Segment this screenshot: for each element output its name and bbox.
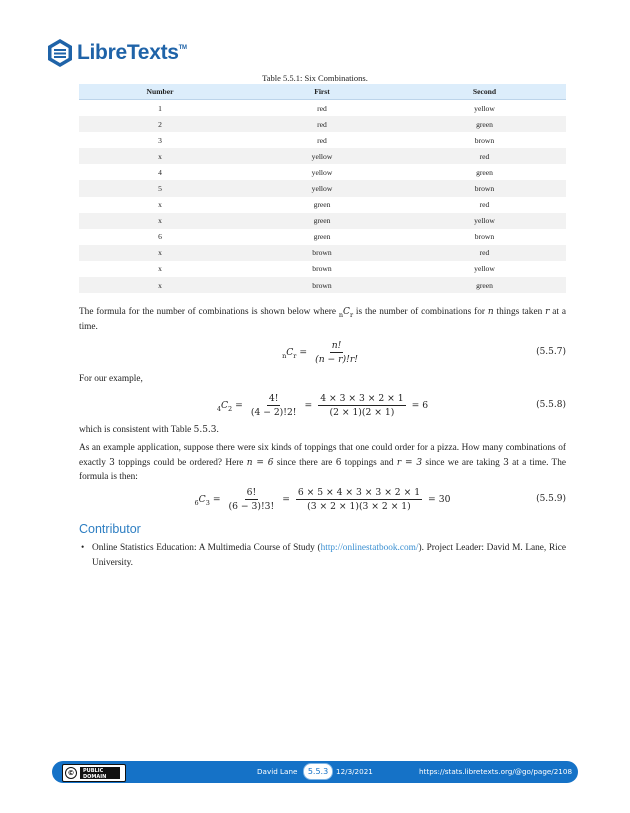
- math-n-equals: n = 6: [246, 457, 274, 468]
- table-cell: brown: [474, 135, 495, 145]
- table-cell: x: [79, 213, 241, 229]
- eq-denominator: (4 − 2)!2!: [250, 406, 297, 418]
- table-cell: yellow: [474, 103, 495, 113]
- eq-denominator: (2 × 1)(2 × 1): [329, 406, 395, 418]
- footer-page-number: 5.5.3: [303, 763, 333, 780]
- table-row: [79, 180, 566, 196]
- table-cell: red: [403, 245, 566, 261]
- table-cell: 6: [158, 232, 162, 242]
- eq-subscript: 2: [228, 404, 233, 413]
- table-row: [79, 116, 566, 132]
- equation-5-5-8: $_4C_2$ = $\frac{4!}{(4 - 2)!2!}$ = $\frac{4 \times 3 \times 3 \times 2 \times 1}{(2 \times 1)(2 \times 1)}$ = 6 (5.5.8): [216, 392, 566, 418]
- eq-lhs: C: [198, 493, 206, 505]
- eq-result: 30: [438, 493, 451, 505]
- table-cell: green: [241, 213, 403, 229]
- table-cell: x: [158, 200, 162, 210]
- table-cell: x: [158, 264, 162, 274]
- public-domain-label: PUBLIC DOMAIN: [80, 767, 120, 779]
- math-number: 6: [335, 457, 342, 468]
- eq-numerator: 4 × 3 × 3 × 2 × 1: [320, 392, 404, 404]
- equation-5-5-7: $_nC_r$ = $\frac{n!}{(n - r)!r!}$ (5.5.7): [282, 339, 566, 365]
- eq-lhs: C: [220, 399, 229, 411]
- table-row: [79, 245, 566, 261]
- table-cell: brown: [241, 277, 403, 293]
- eq-subscript: 4: [216, 404, 221, 413]
- table-cell: red: [317, 103, 327, 113]
- eq-fraction: [249, 393, 299, 418]
- paragraph-consistent: [79, 423, 566, 438]
- table-cell: red: [403, 148, 566, 164]
- table-cell: yellow: [474, 264, 495, 274]
- text-span: toppings and: [341, 457, 397, 468]
- table-cell: red: [241, 116, 403, 132]
- table-cell: green: [313, 200, 331, 210]
- page-footer: [52, 761, 578, 783]
- eq-denominator: (6 − 3)!3!: [228, 500, 275, 512]
- table-cell: 1: [158, 103, 162, 113]
- table-cell: brown: [241, 245, 403, 261]
- text-span: things taken: [493, 307, 546, 317]
- text-span: since there are: [273, 457, 336, 468]
- table-cell: x: [79, 148, 241, 164]
- table-row: [79, 213, 566, 229]
- table-row: [79, 277, 566, 293]
- public-domain-badge[interactable]: [62, 764, 126, 782]
- table-cell: 5: [79, 180, 241, 196]
- text-span: .: [216, 425, 219, 435]
- table-cell: yellow: [241, 180, 403, 196]
- text-span: at a time.: [79, 307, 567, 332]
- table-row: [79, 261, 566, 277]
- table-cell: green: [403, 116, 566, 132]
- table-cell: brown: [474, 232, 495, 242]
- math-r: r: [545, 307, 550, 317]
- bullet-icon: •: [81, 543, 85, 553]
- equation-5-5-9: $_6C_3$ = $\frac{6!}{(6 - 3)!3!}$ = $\frac{6 \times 5 \times 4 \times 3 \times 3 \times 2 \times 1}{(3 \times 2 \times 1)(3 \times 2 \times 1)}$ = 30 (5.5.9): [194, 486, 566, 512]
- public-domain-icon: ©: [65, 767, 77, 779]
- footer-date: 12/3/2021: [336, 767, 373, 776]
- table-cell: yellow: [403, 213, 566, 229]
- text-span: Online Statistics Education: A Multimedia Course of Study (: [92, 543, 321, 553]
- eq-result: 6: [422, 399, 429, 411]
- table-row: [79, 229, 566, 245]
- table-cell: red: [479, 200, 490, 210]
- paragraph-formula-intro: [79, 305, 566, 334]
- libretexts-hexagon-icon: [46, 38, 74, 68]
- equation-number: (5.5.9): [536, 494, 566, 504]
- paragraph-for-example: For our example,: [79, 374, 143, 384]
- text-span: which is consistent with Table: [79, 425, 194, 435]
- eq-numerator: 4!: [268, 392, 279, 404]
- eq-fraction: [313, 340, 360, 365]
- table-cell: red: [317, 135, 327, 145]
- logo-wordmark: LibreTexts™: [77, 41, 187, 64]
- eq-subscript: n: [282, 351, 287, 360]
- eq-denominator: (n − r)!r!: [315, 353, 358, 365]
- table-cell: 3: [158, 135, 162, 145]
- table-row: [79, 148, 566, 164]
- equation-number: (5.5.7): [536, 347, 566, 357]
- footer-url[interactable]: https://stats.libretexts.org/@go/page/2108: [419, 767, 573, 776]
- eq-numerator: 6!: [246, 486, 257, 498]
- table-row: [79, 164, 566, 180]
- eq-numerator: 6 × 5 × 4 × 3 × 3 × 2 × 1: [297, 486, 421, 498]
- table-header-row: [79, 84, 566, 100]
- eq-numerator: n!: [331, 339, 342, 351]
- table-row: [79, 132, 566, 148]
- column-header-number: Number: [79, 84, 241, 100]
- libretexts-logo[interactable]: [46, 38, 187, 68]
- text-span: As an example application, suppose there were six kinds of toppings that one could order for a pizza. How many combinations of exactly: [79, 443, 566, 468]
- text-span: ). Project Leader: David M. Lane, Rice University.: [92, 543, 566, 568]
- eq-lhs: C: [286, 346, 294, 358]
- math-r-equals: r = 3: [396, 457, 423, 468]
- eq-fraction: [318, 393, 405, 418]
- table-cell: green: [403, 277, 566, 293]
- table-row: [79, 197, 566, 213]
- text-span: at a time. The formula is then:: [79, 457, 566, 482]
- combinations-table: [79, 84, 566, 293]
- eq-fraction: [227, 487, 277, 512]
- equation-number: (5.5.8): [536, 400, 566, 410]
- table-cell: 4: [158, 167, 162, 177]
- table-cell: 2: [79, 116, 241, 132]
- text-span: The formula for the number of combinations is shown below where: [79, 307, 339, 317]
- paragraph-pizza-example: [79, 441, 566, 485]
- table-cell: x: [79, 245, 241, 261]
- table-row: [79, 100, 566, 117]
- contributor-list-item: [79, 541, 566, 570]
- eq-fraction: [296, 487, 422, 512]
- math-number: 3: [109, 457, 115, 468]
- text-span: is the number of combinations for: [353, 307, 488, 317]
- ncr-symbol: $_nC_r$: [338, 307, 354, 319]
- contributor-heading: Contributor: [79, 522, 141, 536]
- text-span: since we are taking: [422, 457, 504, 468]
- table-cell: green: [476, 167, 493, 177]
- table-cell: brown: [312, 264, 332, 274]
- table-cell: yellow: [311, 167, 333, 177]
- table-caption: Table 5.5.1: Six Combinations.: [262, 73, 368, 83]
- math-n: n: [487, 307, 494, 317]
- onlinestatbook-link[interactable]: http://onlinestatbook.com/: [320, 543, 419, 553]
- table-reference: 5.5.3: [193, 425, 217, 435]
- table-cell: brown: [403, 180, 566, 196]
- column-header-second: Second: [403, 84, 566, 100]
- table-cell: green: [313, 232, 331, 242]
- text-span: toppings could be ordered? Here: [114, 457, 247, 468]
- eq-subscript: 6: [194, 498, 199, 507]
- table-cell: yellow: [241, 148, 403, 164]
- eq-subscript: 3: [205, 498, 210, 507]
- footer-author: David Lane: [257, 767, 298, 776]
- table-cell: x: [79, 277, 241, 293]
- column-header-first: First: [241, 84, 403, 100]
- eq-subscript: r: [293, 351, 297, 360]
- math-number: 3: [503, 457, 509, 468]
- eq-denominator: (3 × 2 × 1)(3 × 2 × 1): [307, 500, 411, 512]
